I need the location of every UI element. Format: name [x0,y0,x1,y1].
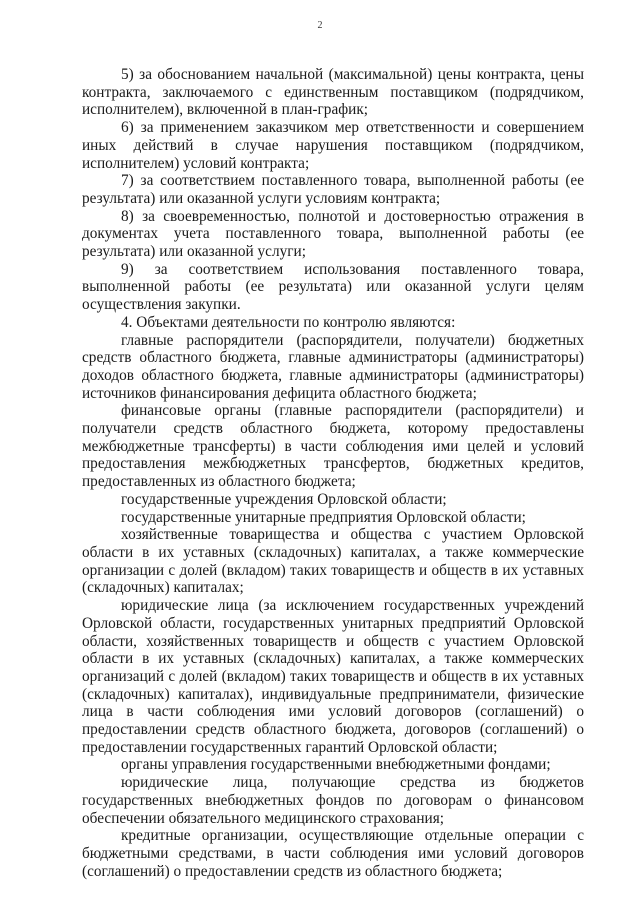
paragraph-item-5: 5) за обоснованием начальной (максимальной) цены контракта, цены контракта, заключаемого с единственным поставщиком (подрядчиком, исполнителем), включенной в план-график; [82,66,584,119]
paragraph-extrabudgetary-funds: органы управления государственными внебюджетными фондами; [121,756,551,774]
paragraph-item-8: 8) за своевременностью, полнотой и достоверностью отражения в документах учета поставленного товара, выполненной работы (ее результата) или оказанной услуги; [82,207,584,261]
paragraph-business-partnerships: хозяйственные товарищества и общества с участием Орловской области в их уставных (складочных) капиталах, а также коммерческие организации с долей (вкладом) таких товариществ и обществ в их уставных (складочных) капиталах; [82,526,584,597]
paragraph-budget-administrators: главные распорядители (распорядители, получатели) бюджетных средств областного бюджета, главные администраторы (администраторы) доходов областного бюджета, главные администраторы (администраторы) источников финансирования дефицита областного бюджета; [82,331,584,402]
document-body [82,66,584,880]
paragraph-medical-insurance: юридические лица, получающие средства из бюджетов государственных внебюджетных фондов по договорам о финансовом обеспечении обязательного медицинского страхования; [82,774,584,827]
paragraph-item-9: 9) за соответствием использования поставленного товара, выполненной работы (ее результата) или оказанной услуги целям осуществления закупки. [82,260,584,314]
paragraph-financial-bodies: финансовые органы (главные распорядители (распорядители) и получатели средств областного бюджета, которому предоставлены межбюджетные трансферты) в части соблюдения ими целей и условий предоставления межбюджетных трансфертов, бюджетных кредитов, предоставленных из областного бюджета; [82,402,584,491]
paragraph-legal-entities: юридические лица (за исключением государственных учреждений Орловской области, государственных унитарных предприятий Орловской области, хозяйственных товариществ и обществ с участием Орловской области в их уставных (складочных) капиталах, а также коммерческих организаций с долей (вкладом) таких товариществ и обществ в их уставных (складочных) капиталах), индивидуальные предприниматели, физические лица в части соблюдения ими условий договоров (соглашений) о предоставлении средств областного бюджета, договоров (соглашений) о предоставлении государственных гарантий Орловской области; [82,597,584,756]
paragraph-credit-organizations: кредитные организации, осуществляющие отдельные операции с бюджетными средствами, в части соблюдения ими условий договоров (соглашений) о предоставлении средств из областного бюджета; [82,827,584,880]
paragraph-state-institutions: государственные учреждения Орловской области; [121,490,447,508]
page-number: 2 [317,20,323,31]
paragraph-item-6: 6) за применением заказчиком мер ответственности и совершением иных действий в случае нарушения поставщиком (подрядчиком, исполнителем) условий контракта; [82,119,584,172]
paragraph-section-4: 4. Объектами деятельности по контролю являются: [121,313,456,331]
paragraph-item-7: 7) за соответствием поставленного товара, выполненной работы (ее результата) или оказанной услуги условиям контракта; [82,172,584,207]
paragraph-unitary-enterprises: государственные унитарные предприятия Орловской области; [121,508,526,526]
